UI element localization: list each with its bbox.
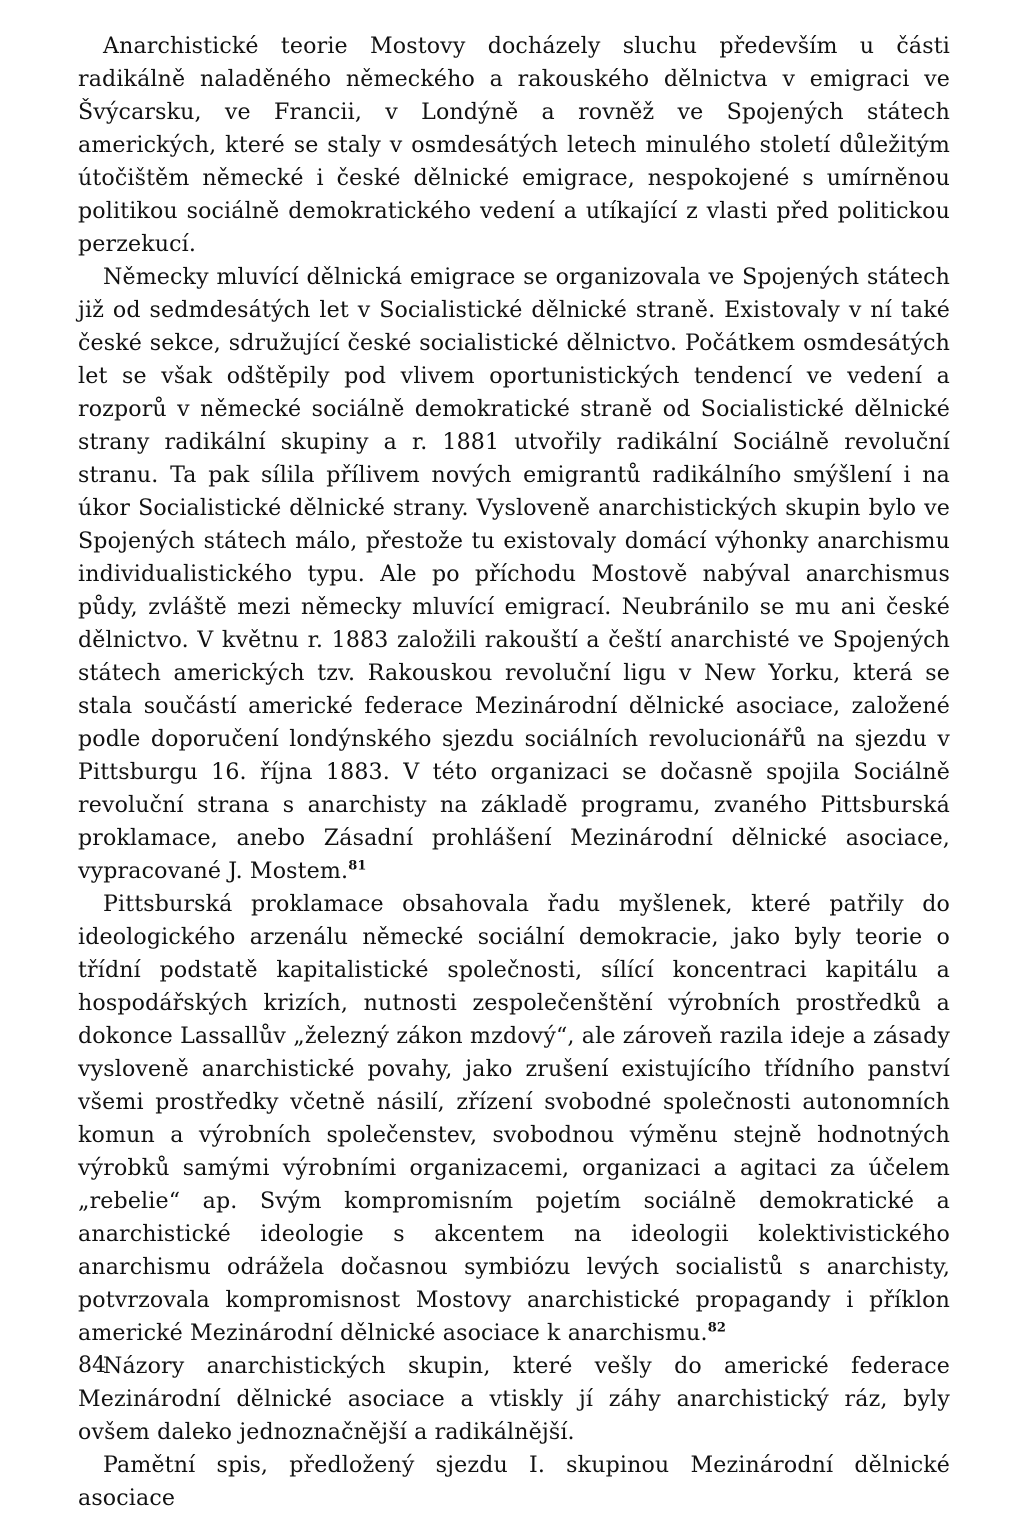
paragraph-3 [78,888,950,1350]
paragraph-2 [78,261,950,888]
footnote-ref-82: 82 [707,1320,727,1336]
paragraph-2-text: Německy mluvící dělnická emigrace se organizovala ve Spojených státech již od sedmdesátých let v Socialistické dělnické straně. Existovaly v ní také české sekce, sdružující české socialistické dělnictvo. Počátkem osmdesátých let se však odštěpily pod vlivem oportunistických tendencí ve vedení a rozporů v německé sociálně demokratické straně od Socialistické dělnické strany radikální skupiny a r. 1881 utvořily radikální Sociálně revoluční stranu. Ta pak sílila přílivem nových emigrantů radikálního smýšlení i na úkor Socialistické dělnické strany. Vysloveně anarchistických skupin bylo ve Spojených státech málo, přestože tu existovaly domácí výhonky anarchismu individualistického typu. Ale po příchodu Mostově nabýval anarchismus půdy, zvláště mezi německy mluvící emigrací. Neubránilo se mu ani české dělnictvo. V květnu r. 1883 založili rakouští a čeští anarchisté ve Spojených státech amerických tzv. Rakouskou revoluční ligu v New Yorku, která se stala součástí americké federace Mezinárodní dělnické asociace, založené podle doporučení londýnského sjezdu sociálních revolucionářů na sjezdu v Pittsburgu 16. října 1883. V této organizaci se dočasně spojila Sociálně revoluční strana s anarchisty na základě programu, zvaného Pittsburská proklamace, anebo Zásadní prohlášení Mezinárodní dělnické asociace, vypracované J. Mostem. [78,264,950,884]
paragraph-1 [78,30,950,261]
paragraph-4-text: Názory anarchistických skupin, které vešly do americké federace Mezinárodní dělnické asociace a vtiskly jí záhy anarchistický ráz, byly ovšem daleko jednoznačnější a radikálnější. [78,1353,950,1445]
page-body [78,30,950,1515]
paragraph-5-text: Pamětní spis, předložený sjezdu I. skupinou Mezinárodní dělnické asociace [78,1452,950,1511]
paragraph-3-text: Pittsburská proklamace obsahovala řadu myšlenek, které patřily do ideologického arzenálu německé sociální demokracie, jako byly teorie o třídní podstatě kapitalistické společnosti, sílící koncentraci kapitálu a hospodářských krizích, nutnosti zespolečenštění výrobních prostředků a dokonce Lassallův „železný zákon mzdový“, ale zároveň razila ideje a zásady vysloveně anarchistické povahy, jako zrušení existujícího třídního panství všemi prostředky včetně násilí, zřízení svobodné společnosti autonomních komun a výrobních společenstev, svobodnou výměnu stejně hodnotných výrobků samými výrobními organizacemi, organizaci a agitaci za účelem „rebelie“ ap. Svým kompromisním pojetím sociálně demokratické a anarchistické ideologie s akcentem na ideologii kolektivistického anarchismu odrážela dočasnou symbiózu levých socialistů s anarchisty, potvrzovala kompromisnost Mostovy anarchistické propagandy i příklon americké Mezinárodní dělnické asociace k anarchismu. [78,891,950,1346]
paragraph-4 [78,1350,950,1449]
footnote-ref-81: 81 [348,858,367,874]
page-number: 84 [78,1353,106,1378]
paragraph-5 [78,1449,950,1515]
paragraph-1-text: Anarchistické teorie Mostovy docházely sluchu především u části radikálně naladěného německého a rakouského dělnictva v emigraci ve Švýcarsku, ve Francii, v Londýně a rovněž ve Spojených státech amerických, které se staly v osmdesátých letech minulého století důležitým útočištěm německé i české dělnické emigrace, nespokojené s umírněnou politikou sociálně demokratického vedení a utíkající z vlasti před politickou perzekucí. [78,33,950,257]
